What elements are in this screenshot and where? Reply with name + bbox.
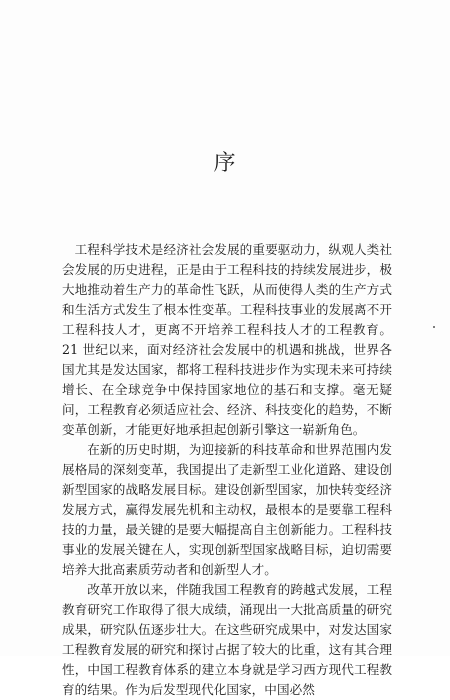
preface-body <box>62 240 392 700</box>
paragraph-3: 改革开放以来，伴随我国工程教育的跨越式发展，工程教育研究工作取得了很大成绩，涌现出一大批高质量的研究成果，研究队伍逐步壮大。在这些研究成果中，对发达国家工程教育发展的研究和探讨占据了较大的比重，这有其合理性，中国工程教育体系的建立本身就是学习西方现代工程教育的结果。作为后发型现代化国家，中国必然 <box>62 582 392 697</box>
scan-speck <box>433 326 435 328</box>
preface-heading: 序 <box>213 151 237 176</box>
paragraph-2: 在新的历史时期，为迎接新的科技革命和世界范围内发展格局的深刻变革，我国提出了走新型工业化道路、建设创新型国家的战略发展目标。建设创新型国家，加快转变经济发展方式，赢得发展先机和主动权，最根本的是要靠工程科技的力量，最关键的是要大幅提高自主创新能力。工程科技事业的发展关键在人，实现创新型国家战略目标，迫切需要培养大批高素质劳动者和创新型人才。 <box>62 442 392 577</box>
paragraph-1: 工程科学技术是经济社会发展的重要驱动力，纵观人类社会发展的历史进程，正是由于工程科技的持续发展进步，极大地推动着生产力的革命性飞跃，从而使得人类的生产方式和生活方式发生了根本性变革。工程科技事业的发展离不开工程科技人才，更离不开培养工程科技人才的工程教育。21 世纪以来，面对经济社会发展中的机遇和挑战，世界各国尤其是发达国家，都将工程科技进步作为实现未来可持续增长、在全球竞争中保持国家地位的基石和支撑。毫无疑问，工程教育必须适应社会、经济、科技变化的趋势，不断变革创新，才能更好地承担起创新引擎这一崭新角色。 <box>62 242 392 437</box>
